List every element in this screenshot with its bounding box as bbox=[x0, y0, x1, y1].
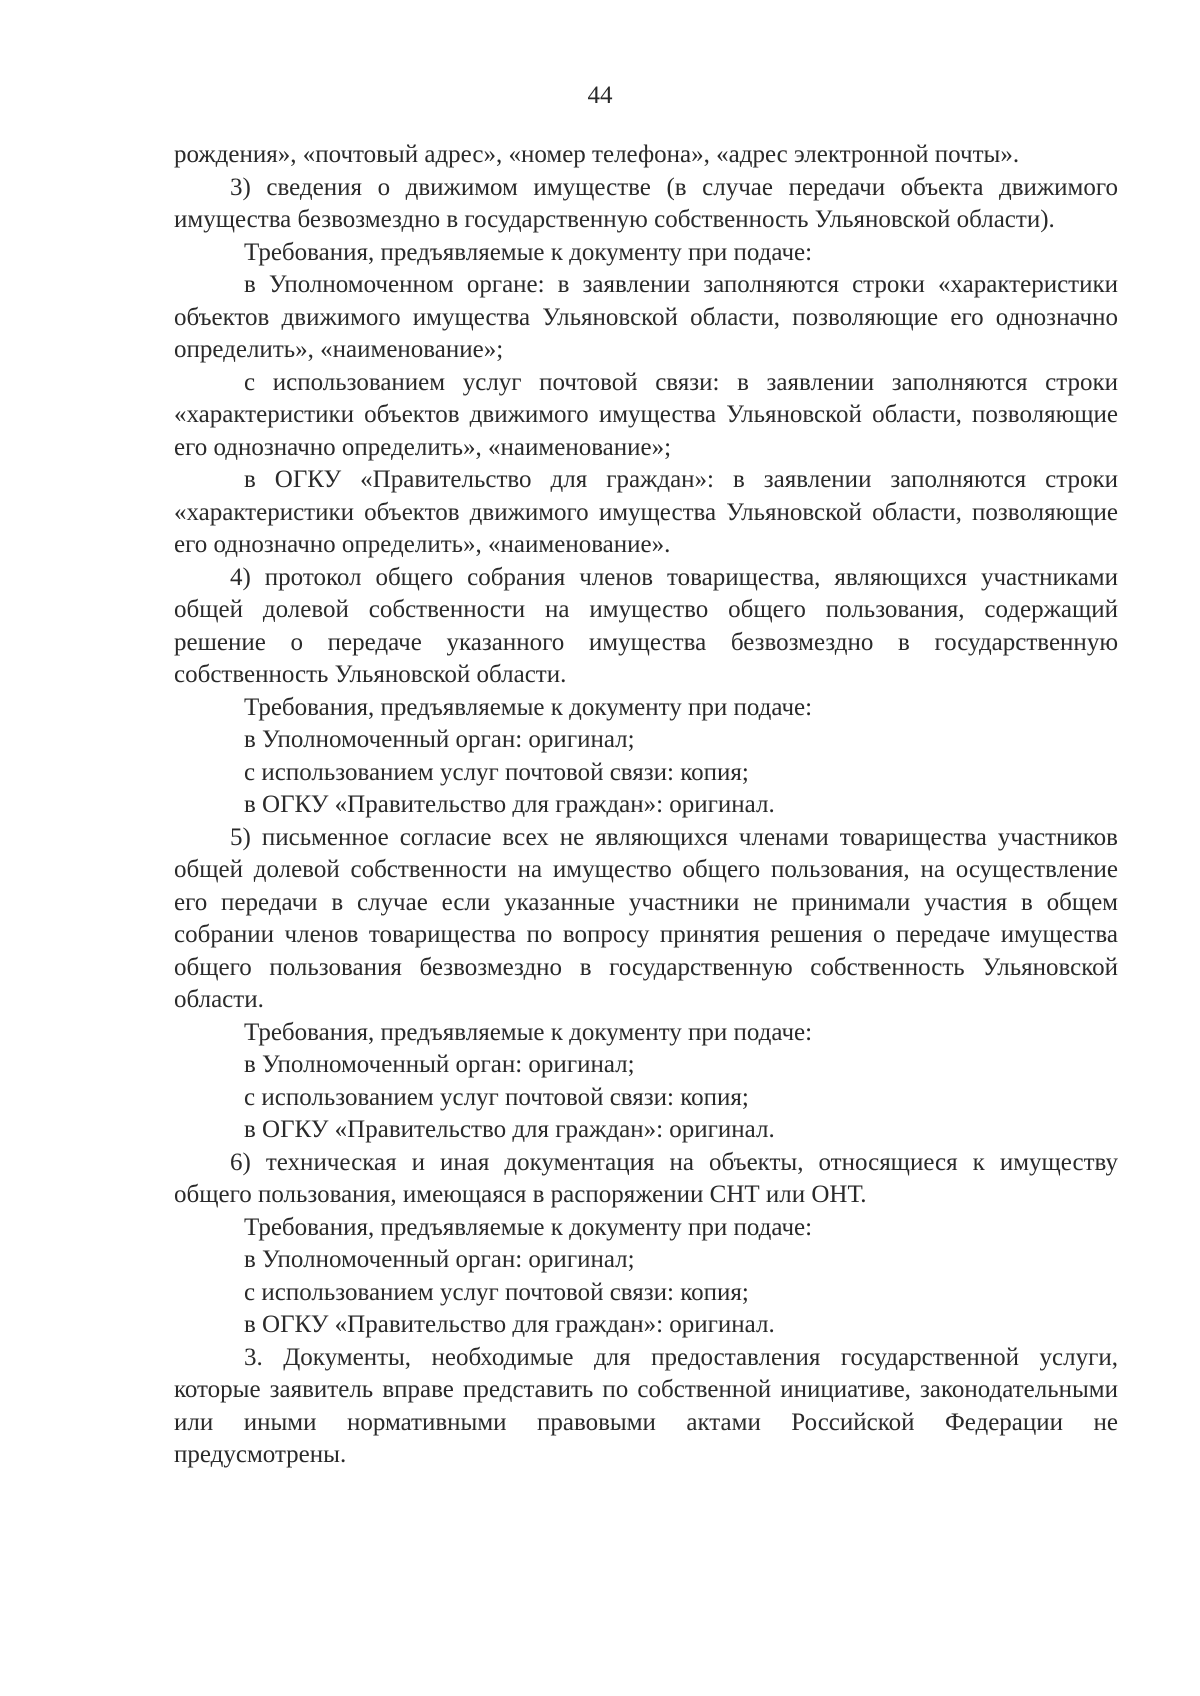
paragraph: в ОГКУ «Правительство для граждан»: в заявлении заполняются строки «характеристики объектов движимого имущества Ульяновской области, позволяющие его однозначно определить», «наименование». bbox=[174, 466, 1118, 558]
paragraph: в Уполномоченный орган: оригинал; bbox=[244, 1246, 635, 1273]
paragraph: Требования, предъявляемые к документу при подаче: bbox=[244, 1213, 813, 1241]
paragraph: с использованием услуг почтовой связи: копия; bbox=[244, 1278, 749, 1306]
paragraph: рождения», «почтовый адрес», «номер телефона», «адрес электронной почты». bbox=[174, 141, 1020, 168]
paragraph: с использованием услуг почтовой связи: в заявлении заполняются строки «характеристики объектов движимого имущества Ульяновской области, позволяющие его однозначно определить», «наименование»; bbox=[174, 368, 1118, 461]
paragraph: с использованием услуг почтовой связи: копия; bbox=[244, 1083, 749, 1111]
page-number: 44 bbox=[587, 82, 613, 109]
paragraph: в ОГКУ «Правительство для граждан»: оригинал. bbox=[244, 1311, 775, 1338]
paragraph: 3. Документы, необходимые для предоставления государственной услуги, которые заявитель вправе представить по собственной инициативе, законодательными или иными нормативными правовыми актами Российской Федерации не предусмотрены. bbox=[174, 1343, 1118, 1468]
paragraph: 3) сведения о движимом имуществе (в случае передачи объекта движимого имущества безвозмездно в государственную собственность Ульяновской области). bbox=[174, 173, 1118, 233]
paragraph: Требования, предъявляемые к документу при подаче: bbox=[244, 1018, 813, 1046]
paragraph: Требования, предъявляемые к документу при подаче: bbox=[244, 238, 813, 266]
paragraph: Требования, предъявляемые к документу при подаче: bbox=[244, 693, 813, 721]
paragraph: с использованием услуг почтовой связи: копия; bbox=[244, 758, 749, 786]
paragraph: в ОГКУ «Правительство для граждан»: оригинал. bbox=[244, 791, 775, 818]
paragraph: в Уполномоченный орган: оригинал; bbox=[244, 726, 635, 753]
paragraph: в Уполномоченный орган: оригинал; bbox=[244, 1051, 635, 1078]
paragraph: в Уполномоченном органе: в заявлении заполняются строки «характеристики объектов движимого имущества Ульяновской области, позволяющие его однозначно определить», «наименование»; bbox=[174, 271, 1118, 363]
paragraph: 6) техническая и иная документация на объекты, относящиеся к имуществу общего пользования, имеющаяся в распоряжении СНТ или ОНТ. bbox=[174, 1148, 1118, 1208]
paragraph: 4) протокол общего собрания членов товарищества, являющихся участниками общей долевой собственности на имущество общего пользования, содержащий решение о передаче указанного имущества безвозмездно в государственную собственность Ульяновской области. bbox=[174, 563, 1118, 688]
document-body bbox=[174, 139, 1118, 1472]
paragraph: в ОГКУ «Правительство для граждан»: оригинал. bbox=[244, 1116, 775, 1143]
paragraph: 5) письменное согласие всех не являющихся членами товарищества участников общей долевой собственности на имущество общего пользования, на осуществление его передачи в случае если указанные участники не принимали участия в общем собрании членов товарищества по вопросу принятия решения о передаче имущества общего пользования безвозмездно в государственную собственность Ульяновской области. bbox=[174, 823, 1118, 1013]
